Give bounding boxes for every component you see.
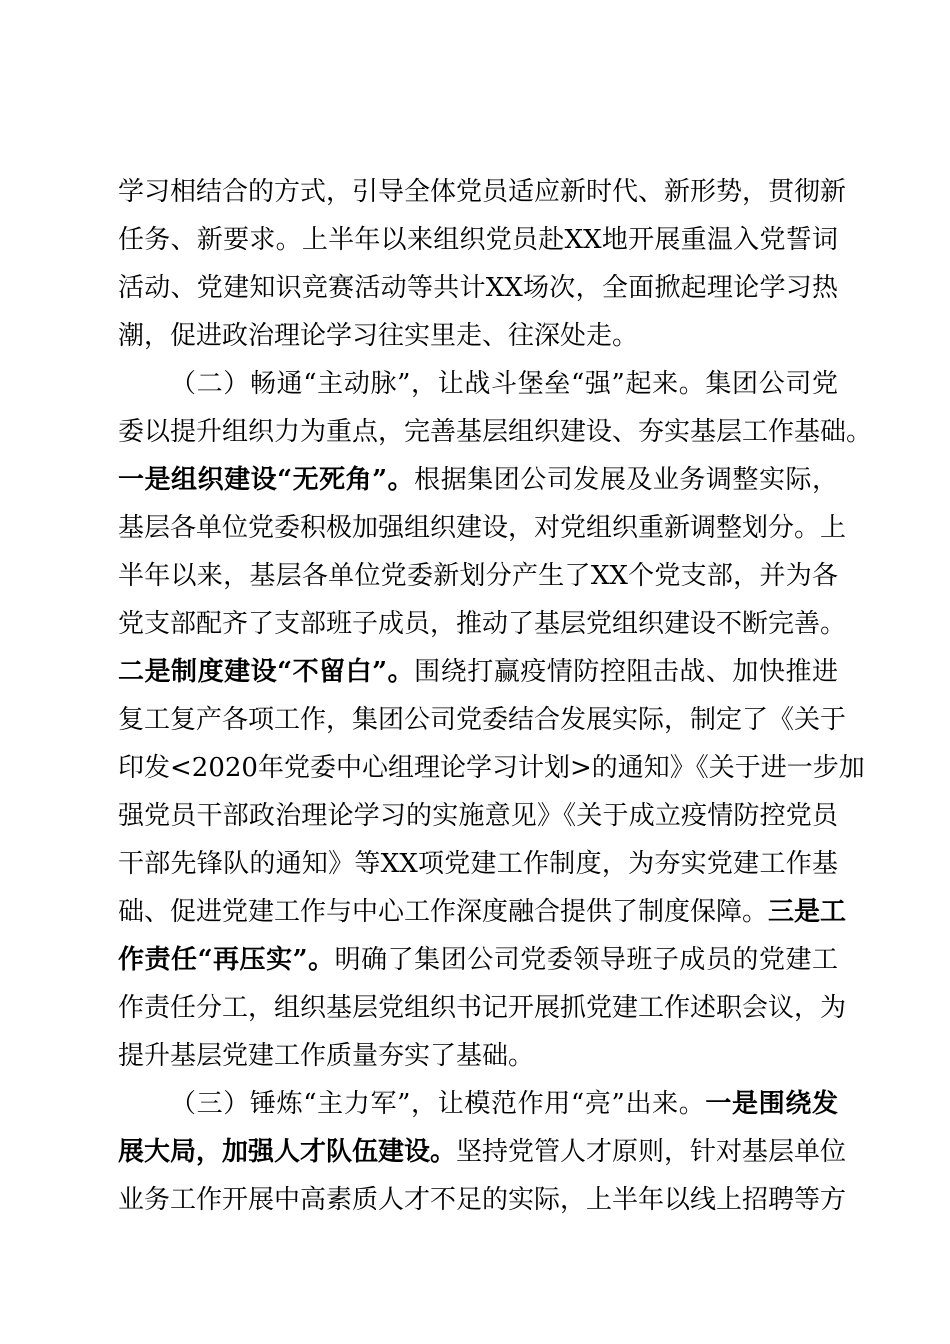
text-line <box>118 312 838 360</box>
bold-phrase: 三是工 <box>768 897 847 927</box>
text-segment: 活动、党建知识竞赛活动等共计XX场次，全面掀起理论学习热 <box>118 273 838 303</box>
text-line <box>118 408 873 456</box>
bold-phrase: 二是制度建设“不留白”。 <box>118 657 415 687</box>
text-segment: 明确了集团公司党委领导班子成员的党建工 <box>334 945 838 975</box>
text-segment: 委以提升组织力为重点，完善基层组织建设、夯实基层工作基础。 <box>118 417 873 447</box>
text-line <box>118 552 838 600</box>
text-segment: 基层各单位党委积极加强组织建设，对党组织重新调整划分。上 <box>118 513 847 543</box>
text-line <box>118 696 847 744</box>
bold-phrase: 作责任“再压实”。 <box>118 945 335 975</box>
text-line <box>118 792 838 840</box>
text-segment: 围绕打赢疫情防控阻击战、加快推进 <box>414 657 838 687</box>
text-segment: 复工复产各项工作，集团公司党委结合发展实际，制定了《关于 <box>118 705 847 735</box>
text-line <box>118 1176 847 1224</box>
text-line <box>118 648 838 696</box>
text-segment: 党支部配齐了支部班子成员，推动了基层党组织建设不断完善。 <box>118 609 847 639</box>
text-line <box>118 936 838 984</box>
text-segment: 任务、新要求。上半年以来组织党员赴XX地开展重温入党誓词 <box>118 225 838 255</box>
text-segment: 坚持党管人才原则，针对基层单位 <box>456 1137 847 1167</box>
text-line <box>118 840 838 888</box>
text-line <box>118 456 838 504</box>
bold-phrase: 展大局，加强人才队伍建设。 <box>118 1137 457 1167</box>
text-line <box>118 168 847 216</box>
bold-phrase: 一是组织建设“无死角”。 <box>118 465 415 495</box>
text-line <box>118 264 838 312</box>
text-segment: 潮，促进政治理论学习往实里走、往深处走。 <box>118 321 639 351</box>
text-segment: 业务工作开展中高素质人才不足的实际，上半年以线上招聘等方 <box>118 1185 847 1215</box>
text-line <box>118 216 838 264</box>
text-line <box>118 360 838 408</box>
text-line <box>118 744 865 792</box>
text-segment: （三）锤炼“主力军”，让模范作用“亮”出来。 <box>170 1089 706 1119</box>
text-line <box>118 888 847 936</box>
text-segment: 作责任分工，组织基层党组织书记开展抓党建工作述职会议，为 <box>118 993 847 1023</box>
text-line <box>118 600 847 648</box>
text-segment: （二）畅通“主动脉”，让战斗堡垒“强”起来。集团公司党 <box>170 369 838 399</box>
text-segment: 础、促进党建工作与中心工作深度融合提供了制度保障。 <box>118 897 769 927</box>
body-text <box>118 168 873 1224</box>
text-line <box>118 504 847 552</box>
text-line <box>118 984 847 1032</box>
text-segment: 提升基层党建工作质量夯实了基础。 <box>118 1041 535 1071</box>
text-line <box>118 1128 847 1176</box>
text-segment: 根据集团公司发展及业务调整实际， <box>414 465 838 495</box>
text-segment: 干部先锋队的通知》等XX项党建工作制度，为夯实党建工作基 <box>118 849 838 879</box>
text-segment: 学习相结合的方式，引导全体党员适应新时代、新形势，贯彻新 <box>118 177 847 207</box>
text-line <box>118 1080 838 1128</box>
text-segment: 印发<2020年党委中心组理论学习计划>的通知》《关于进一步加 <box>118 753 865 783</box>
text-segment: 强党员干部政治理论学习的实施意见》《关于成立疫情防控党员 <box>118 801 838 831</box>
bold-phrase: 一是围绕发 <box>705 1089 838 1119</box>
text-segment: 半年以来，基层各单位党委新划分产生了XX个党支部，并为各 <box>118 561 838 591</box>
text-line <box>118 1032 838 1080</box>
